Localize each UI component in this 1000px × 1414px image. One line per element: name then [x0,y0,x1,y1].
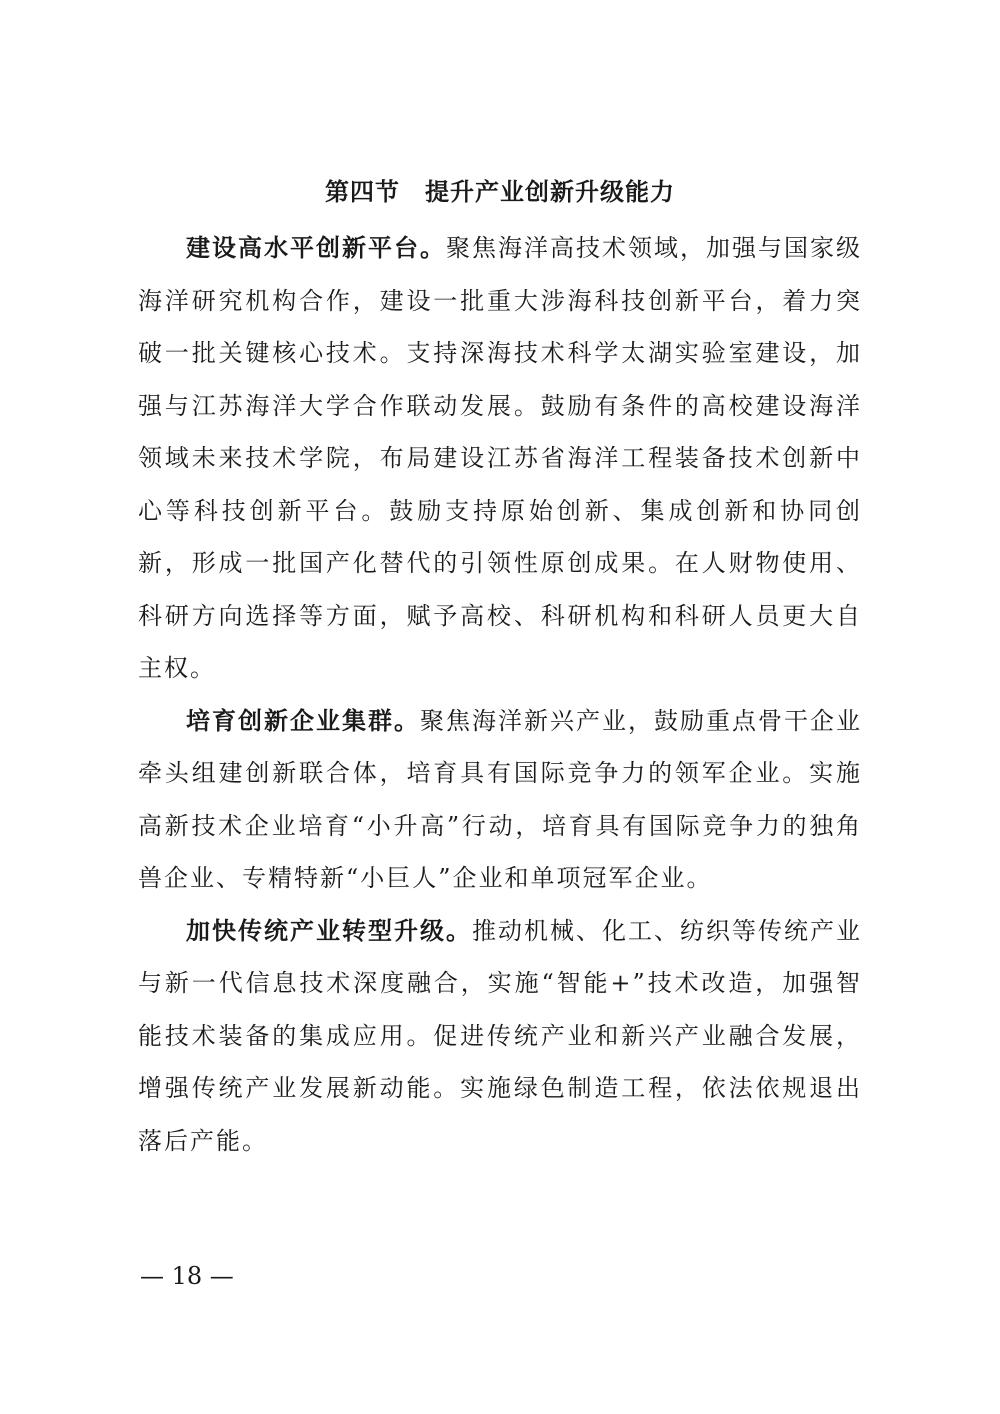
paragraph-traditional-industry [138,905,862,1168]
paragraph-lead: 建设高水平创新平台。 [186,234,446,262]
document-body [138,222,862,1167]
paragraph-lead: 加快传统产业转型升级。 [186,916,472,945]
section-title: 第四节 提升产业创新升级能力 [325,178,675,206]
paragraph-innovation-platform [138,222,862,695]
page-number: — 18 — [140,1262,234,1290]
paragraph-text: 推动机械、化工、纺织等传统产业与新一代信息技术深度融合，实施“智能+”技术改造，加强智能技术装备的集成应用。促进传统产业和新兴产业融合发展，增强传统产业发展新动能。实施绿色制造工程，依法依规退出落后产能。 [138,916,862,1155]
paragraph-enterprise-cluster [138,695,862,905]
paragraph-text: 聚焦海洋新兴产业，鼓励重点骨干企业牵头组建创新联合体，培育具有国际竞争力的领军企业。实施高新技术企业培育“小升高”行动，培育具有国际竞争力的独角兽企业、专精特新“小巨人”企业和单项冠军企业。 [138,706,862,892]
paragraph-text: 聚焦海洋高技术领域，加强与国家级海洋研究机构合作，建设一批重大涉海科技创新平台，着力突破一批关键核心技术。支持深海技术科学太湖实验室建设，加强与江苏海洋大学合作联动发展。鼓励有条件的高校建设海洋领域未来技术学院，布局建设江苏省海洋工程装备技术创新中心等科技创新平台。鼓励支持原始创新、集成创新和协同创新，形成一批国产化替代的引领性原创成果。在人财物使用、科研方向选择等方面，赋予高校、科研机构和科研人员更大自主权。 [138,234,862,682]
paragraph-lead: 培育创新企业集群。 [186,706,420,735]
